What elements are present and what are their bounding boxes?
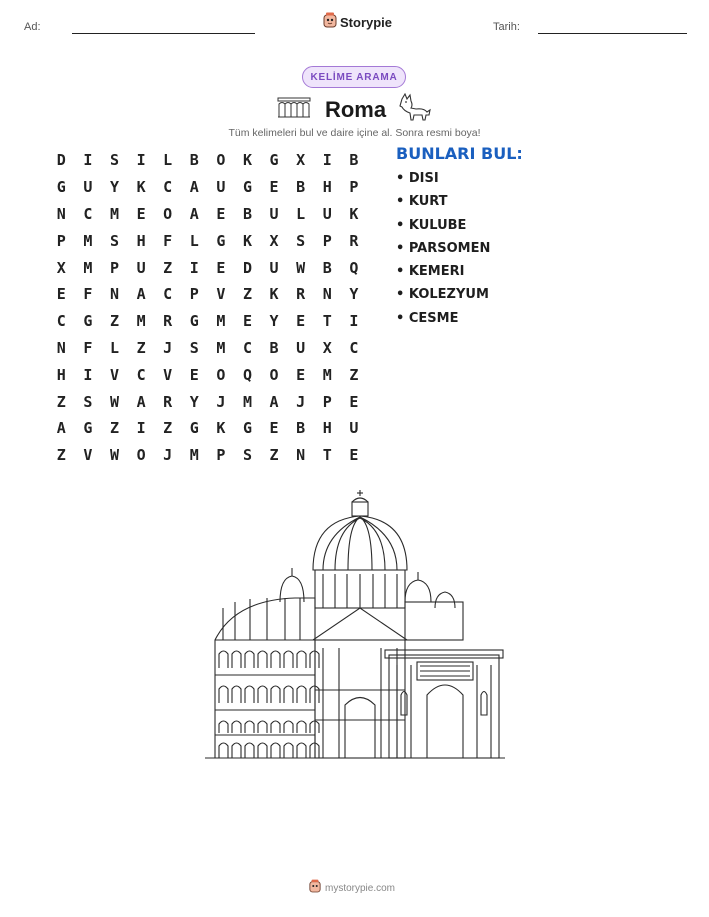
name-label: Ad: — [24, 21, 41, 33]
grid-letter[interactable]: G — [189, 419, 199, 438]
grid-letter[interactable]: I — [136, 151, 146, 170]
grid-letter[interactable]: E — [296, 365, 306, 384]
grid-letter[interactable]: A — [56, 419, 66, 438]
grid-letter[interactable]: W — [109, 446, 119, 465]
footer — [309, 879, 395, 898]
grid-letter[interactable]: I — [83, 151, 93, 170]
grid-letter[interactable]: D — [56, 151, 66, 170]
grid-row — [48, 281, 367, 308]
grid-letter[interactable]: J — [163, 338, 173, 357]
grid-letter[interactable]: I — [136, 419, 146, 438]
grid-letter[interactable]: M — [216, 338, 226, 357]
grid-letter[interactable]: S — [83, 392, 93, 411]
grid-letter[interactable]: U — [269, 258, 279, 277]
grid-letter[interactable]: B — [296, 419, 306, 438]
grid-letter[interactable]: T — [322, 312, 332, 331]
grid-letter[interactable]: J — [163, 446, 173, 465]
grid-letter[interactable]: H — [322, 419, 332, 438]
grid-letter[interactable]: C — [136, 365, 146, 384]
grid-letter[interactable]: A — [189, 204, 199, 223]
footer-url[interactable]: mystorypie.com — [325, 883, 396, 894]
grid-letter[interactable]: M — [83, 258, 93, 277]
grid-letter[interactable]: G — [83, 312, 93, 331]
grid-letter[interactable]: B — [189, 151, 199, 170]
grid-letter[interactable]: Z — [269, 446, 279, 465]
brand-name: Storypie — [340, 15, 393, 30]
grid-letter[interactable]: X — [56, 258, 66, 277]
grid-letter[interactable]: A — [189, 178, 199, 197]
grid-letter[interactable]: P — [216, 446, 226, 465]
grid-row — [48, 227, 367, 254]
grid-letter[interactable]: E — [56, 285, 66, 304]
grid-letter[interactable]: O — [269, 365, 279, 384]
grid-letter[interactable]: S — [242, 446, 252, 465]
wolf-icon — [398, 93, 432, 127]
grid-letter[interactable]: A — [269, 392, 279, 411]
grid-row — [48, 388, 367, 415]
page-title — [0, 93, 709, 127]
grid-letter[interactable]: U — [296, 338, 306, 357]
grid-letter[interactable]: Y — [349, 285, 359, 304]
grid-letter[interactable]: V — [83, 446, 93, 465]
grid-letter[interactable]: K — [269, 285, 279, 304]
grid-letter[interactable]: L — [109, 338, 119, 357]
word-list-title: BUNLARI BUL: — [396, 144, 523, 163]
grid-letter[interactable]: Z — [56, 392, 66, 411]
name-line[interactable] — [72, 33, 255, 34]
grid-letter[interactable]: G — [269, 151, 279, 170]
grid-letter[interactable]: S — [109, 231, 119, 250]
grid-letter[interactable]: R — [163, 312, 173, 331]
grid-letter[interactable]: J — [216, 392, 226, 411]
grid-letter[interactable]: Q — [349, 258, 359, 277]
grid-row — [48, 442, 367, 469]
grid-letter[interactable]: F — [163, 231, 173, 250]
grid-letter[interactable]: N — [322, 285, 332, 304]
grid-letter[interactable]: O — [216, 151, 226, 170]
grid-letter[interactable]: B — [242, 204, 252, 223]
title-text: Roma — [324, 97, 387, 122]
grid-letter[interactable]: K — [216, 419, 226, 438]
grid-letter[interactable]: B — [349, 151, 359, 170]
grid-letter[interactable]: P — [349, 178, 359, 197]
grid-letter[interactable]: Q — [242, 365, 252, 384]
grid-row — [48, 335, 367, 362]
grid-letter[interactable]: Z — [136, 338, 146, 357]
grid-letter[interactable]: Z — [163, 258, 173, 277]
grid-letter[interactable]: U — [83, 178, 93, 197]
aqueduct-icon — [277, 96, 311, 124]
grid-letter[interactable]: S — [109, 151, 119, 170]
grid-letter[interactable]: E — [216, 258, 226, 277]
grid-letter[interactable]: W — [296, 258, 306, 277]
word-list-item: • KULUBE — [396, 218, 490, 241]
grid-letter[interactable]: X — [269, 231, 279, 250]
grid-letter[interactable]: O — [163, 204, 173, 223]
grid-letter[interactable]: H — [136, 231, 146, 250]
grid-letter[interactable]: G — [189, 312, 199, 331]
grid-letter[interactable]: C — [163, 285, 173, 304]
grid-letter[interactable]: I — [322, 151, 332, 170]
grid-letter[interactable]: P — [109, 258, 119, 277]
grid-letter[interactable]: Y — [269, 312, 279, 331]
grid-letter[interactable]: V — [216, 285, 226, 304]
grid-letter[interactable]: W — [109, 392, 119, 411]
date-label: Tarih: — [493, 21, 520, 33]
grid-letter[interactable]: P — [189, 285, 199, 304]
grid-letter[interactable]: C — [163, 178, 173, 197]
grid-letter[interactable]: V — [163, 365, 173, 384]
grid-letter[interactable]: E — [296, 312, 306, 331]
word-list-item: • KURT — [396, 194, 490, 217]
grid-letter[interactable]: E — [242, 312, 252, 331]
grid-letter[interactable]: G — [56, 178, 66, 197]
grid-letter[interactable]: Z — [349, 365, 359, 384]
grid-letter[interactable]: I — [189, 258, 199, 277]
word-search-grid[interactable] — [48, 147, 367, 469]
grid-letter[interactable]: K — [242, 231, 252, 250]
grid-letter[interactable]: Y — [189, 392, 199, 411]
grid-letter[interactable]: C — [349, 338, 359, 357]
grid-letter[interactable]: R — [163, 392, 173, 411]
grid-letter[interactable]: C — [242, 338, 252, 357]
grid-letter[interactable]: E — [349, 446, 359, 465]
grid-letter[interactable]: G — [242, 419, 252, 438]
storypie-logo-icon — [309, 879, 321, 898]
activity-badge: KELİME ARAMA — [302, 66, 406, 88]
grid-letter[interactable]: P — [56, 231, 66, 250]
grid-letter[interactable]: M — [216, 312, 226, 331]
grid-letter[interactable]: R — [349, 231, 359, 250]
grid-letter[interactable]: L — [189, 231, 199, 250]
brand — [323, 12, 392, 33]
grid-letter[interactable]: N — [109, 285, 119, 304]
grid-letter[interactable]: L — [296, 204, 306, 223]
grid-letter[interactable]: K — [136, 178, 146, 197]
grid-letter[interactable]: V — [109, 365, 119, 384]
grid-letter[interactable]: B — [296, 178, 306, 197]
grid-letter[interactable]: E — [269, 419, 279, 438]
grid-letter[interactable]: N — [56, 338, 66, 357]
grid-letter[interactable]: U — [349, 419, 359, 438]
grid-letter[interactable]: I — [349, 312, 359, 331]
grid-row — [48, 174, 367, 201]
grid-row — [48, 254, 367, 281]
grid-letter[interactable]: G — [242, 178, 252, 197]
grid-letter[interactable]: U — [216, 178, 226, 197]
grid-letter[interactable]: F — [83, 285, 93, 304]
grid-row — [48, 201, 367, 228]
grid-letter[interactable]: Z — [56, 446, 66, 465]
grid-row — [48, 308, 367, 335]
grid-letter[interactable]: L — [163, 151, 173, 170]
grid-letter[interactable]: B — [269, 338, 279, 357]
grid-letter[interactable]: M — [322, 365, 332, 384]
storypie-logo-icon — [323, 12, 337, 33]
grid-letter[interactable]: P — [322, 231, 332, 250]
grid-letter[interactable]: M — [109, 204, 119, 223]
grid-letter[interactable]: B — [322, 258, 332, 277]
grid-letter[interactable]: H — [322, 178, 332, 197]
grid-letter[interactable]: E — [136, 204, 146, 223]
grid-letter[interactable]: K — [242, 151, 252, 170]
grid-letter[interactable]: K — [349, 204, 359, 223]
rome-landmarks-illustration[interactable] — [205, 490, 505, 765]
grid-letter[interactable]: Z — [163, 419, 173, 438]
grid-letter[interactable]: M — [83, 231, 93, 250]
word-list-item: • PARSOMEN — [396, 241, 490, 264]
grid-letter[interactable]: C — [56, 312, 66, 331]
grid-letter[interactable]: C — [83, 204, 93, 223]
grid-row — [48, 361, 367, 388]
grid-letter[interactable]: I — [83, 365, 93, 384]
grid-letter[interactable]: S — [189, 338, 199, 357]
grid-letter[interactable]: Z — [109, 419, 119, 438]
grid-letter[interactable]: M — [242, 392, 252, 411]
grid-letter[interactable]: D — [242, 258, 252, 277]
grid-letter[interactable]: E — [269, 178, 279, 197]
grid-letter[interactable]: Z — [109, 312, 119, 331]
grid-letter[interactable]: S — [296, 231, 306, 250]
grid-row — [48, 415, 367, 442]
grid-letter[interactable]: R — [296, 285, 306, 304]
grid-letter[interactable]: U — [269, 204, 279, 223]
grid-letter[interactable]: M — [189, 446, 199, 465]
grid-letter[interactable]: F — [83, 338, 93, 357]
grid-letter[interactable]: N — [56, 204, 66, 223]
grid-letter[interactable]: J — [296, 392, 306, 411]
word-list — [396, 171, 490, 334]
grid-letter[interactable]: Z — [242, 285, 252, 304]
grid-letter[interactable]: G — [83, 419, 93, 438]
grid-letter[interactable]: E — [216, 204, 226, 223]
grid-letter[interactable]: O — [136, 446, 146, 465]
grid-letter[interactable]: G — [216, 231, 226, 250]
grid-letter[interactable]: M — [136, 312, 146, 331]
grid-letter[interactable]: U — [322, 204, 332, 223]
grid-row — [48, 147, 367, 174]
word-list-item: • KEMERI — [396, 264, 490, 287]
grid-letter[interactable]: X — [322, 338, 332, 357]
word-list-item: • CESME — [396, 311, 490, 334]
grid-letter[interactable]: N — [296, 446, 306, 465]
grid-letter[interactable]: E — [349, 392, 359, 411]
date-line[interactable] — [538, 33, 687, 34]
word-list-item: • KOLEZYUM — [396, 287, 490, 310]
grid-letter[interactable]: O — [216, 365, 226, 384]
word-list-item: • DISI — [396, 171, 490, 194]
instructions: Tüm kelimeleri bul ve daire içine al. Sonra resmi boya! — [228, 127, 481, 139]
grid-letter[interactable]: Y — [109, 178, 119, 197]
grid-letter[interactable]: A — [136, 285, 146, 304]
grid-letter[interactable]: P — [322, 392, 332, 411]
grid-letter[interactable]: H — [56, 365, 66, 384]
grid-letter[interactable]: A — [136, 392, 146, 411]
grid-letter[interactable]: U — [136, 258, 146, 277]
grid-letter[interactable]: T — [322, 446, 332, 465]
grid-letter[interactable]: X — [296, 151, 306, 170]
grid-letter[interactable]: E — [189, 365, 199, 384]
